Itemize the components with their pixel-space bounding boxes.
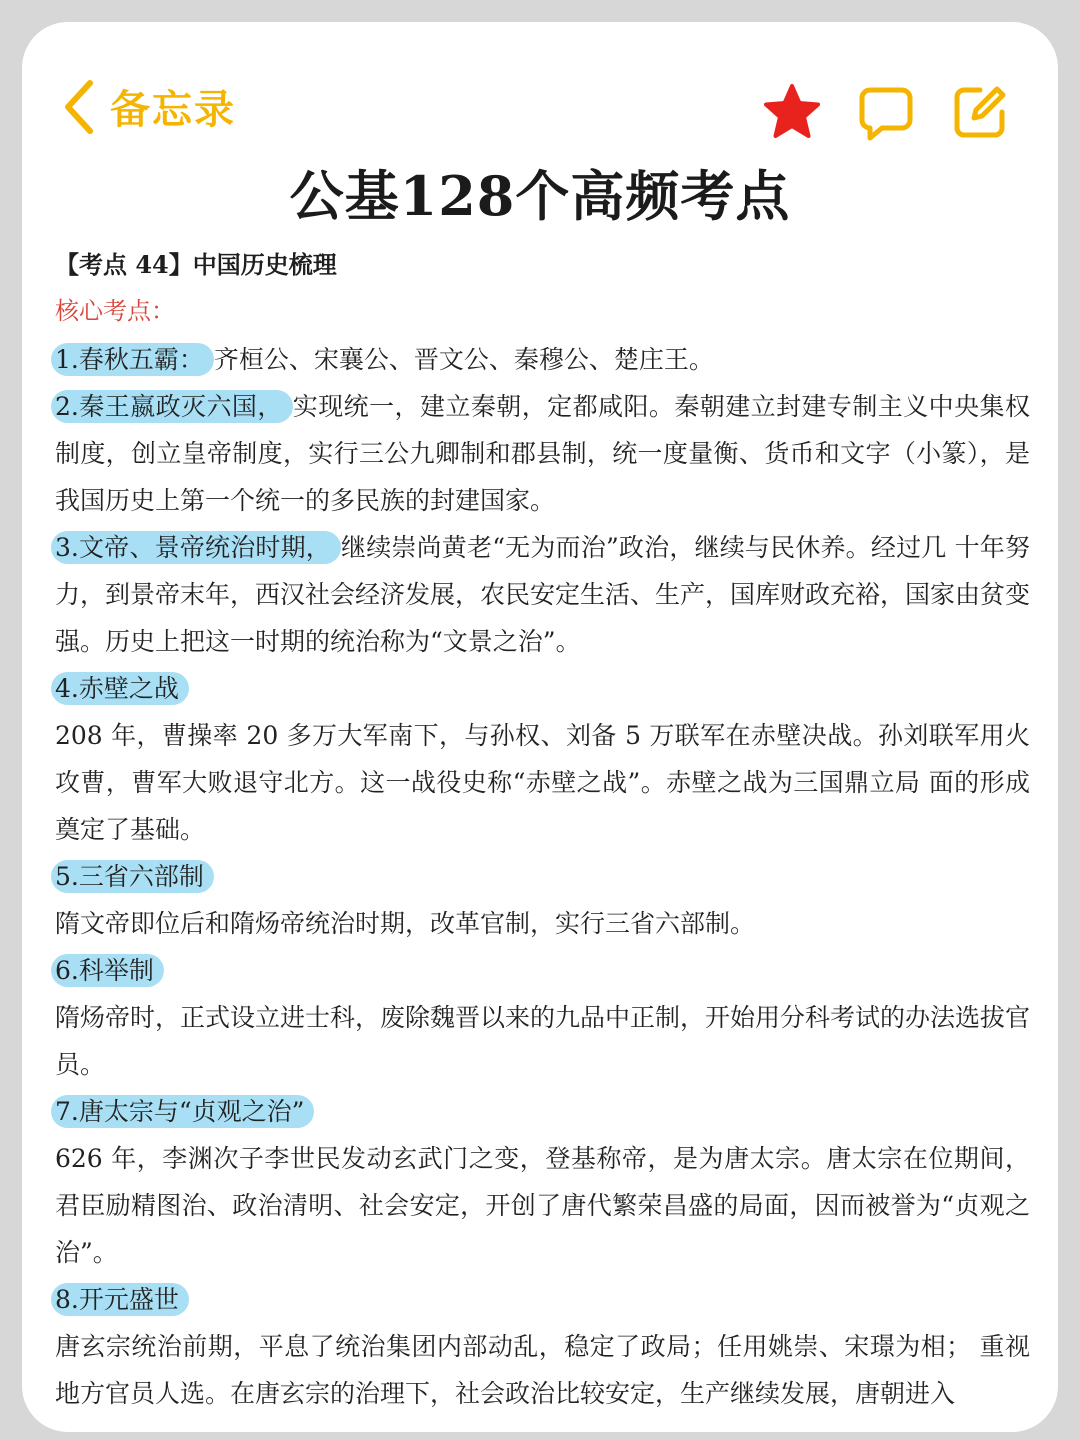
list-item [55, 336, 1030, 383]
item-head: 7.唐太宗与“贞观之治” [51, 1095, 314, 1128]
back-button[interactable] [62, 78, 236, 135]
note-body [55, 244, 1030, 1417]
section-heading: 【考点 44】中国历史梳理 [55, 250, 337, 279]
toolbar [22, 22, 1058, 152]
star-icon[interactable] [762, 82, 822, 142]
list-item-heading [55, 853, 1030, 900]
list-item [55, 383, 1030, 524]
item-text: 继续崇尚黄老“无为而治”政治，继续与民休养。经过几 十年努力，到景帝末年，西汉社会经济发展，农民安定生活、生产，国库财政充裕，国家由贫变强。历史上把这一时期的统治称为“文景之治”。 [55, 533, 1031, 656]
list-item-heading [55, 665, 1030, 712]
item-text: 实现统一，建立秦朝，定都咸阳。秦朝建立封建专制主义中央集权制度，创立皇帝制度，实行三公九卿制和郡县制，统一度量衡、货币和文字（小篆），是我国历史上第一个统一的多民族的封建国家。 [55, 392, 1030, 515]
list-item [55, 524, 1030, 665]
back-label: 备忘录 [110, 87, 236, 133]
comment-icon[interactable] [856, 82, 916, 142]
list-item-heading [55, 1276, 1030, 1323]
note-card [22, 22, 1058, 1432]
list-item-heading [55, 947, 1030, 994]
item-text: 隋炀帝时，正式设立进士科，废除魏晋以来的九品中正制，开始用分科考试的办法选拔官员。 [55, 1003, 1031, 1079]
core-label: 核心考点： [55, 297, 175, 325]
item-text: 208 年，曹操率 20 多万大军南下，与孙权、刘备 5 万联军在赤壁决战。孙刘联军用火攻曹，曹军大败退守北方。这一战役史称“赤壁之战”。赤壁之战为三国鼎立局 面的形成奠定了基础。 [55, 721, 1030, 844]
page-title: 公基128个高频考点 [289, 164, 791, 228]
item-text: 唐玄宗统治前期，平息了统治集团内部动乱，稳定了政局；任用姚崇、宋璟为相； 重视地方官员人选。在唐玄宗的治理下，社会政治比较安定，生产继续发展，唐朝进入 [55, 1332, 1030, 1408]
item-head: 8.开元盛世 [51, 1283, 189, 1316]
item-head: 6.科举制 [51, 954, 164, 987]
item-head: 4.赤壁之战 [51, 672, 189, 705]
item-head: 1.春秋五霸： [51, 343, 214, 376]
item-text: 626 年，李渊次子李世民发动玄武门之变，登基称帝，是为唐太宗。唐太宗在位期间，君臣励精图治、政治清明、社会安定，开创了唐代繁荣昌盛的局面，因而被誉为“贞观之治”。 [55, 1144, 1030, 1267]
edit-icon[interactable] [950, 82, 1010, 142]
item-text: 齐桓公、宋襄公、晋文公、秦穆公、楚庄王。 [213, 345, 714, 374]
item-head: 3.文帝、景帝统治时期， [51, 531, 341, 564]
item-head: 2.秦王嬴政灭六国， [51, 390, 293, 423]
item-text: 隋文帝即位后和隋炀帝统治时期，改革官制，实行三省六部制。 [55, 909, 756, 938]
chevron-left-icon [62, 79, 96, 135]
item-head: 5.三省六部制 [51, 860, 214, 893]
list-item-heading [55, 1088, 1030, 1135]
